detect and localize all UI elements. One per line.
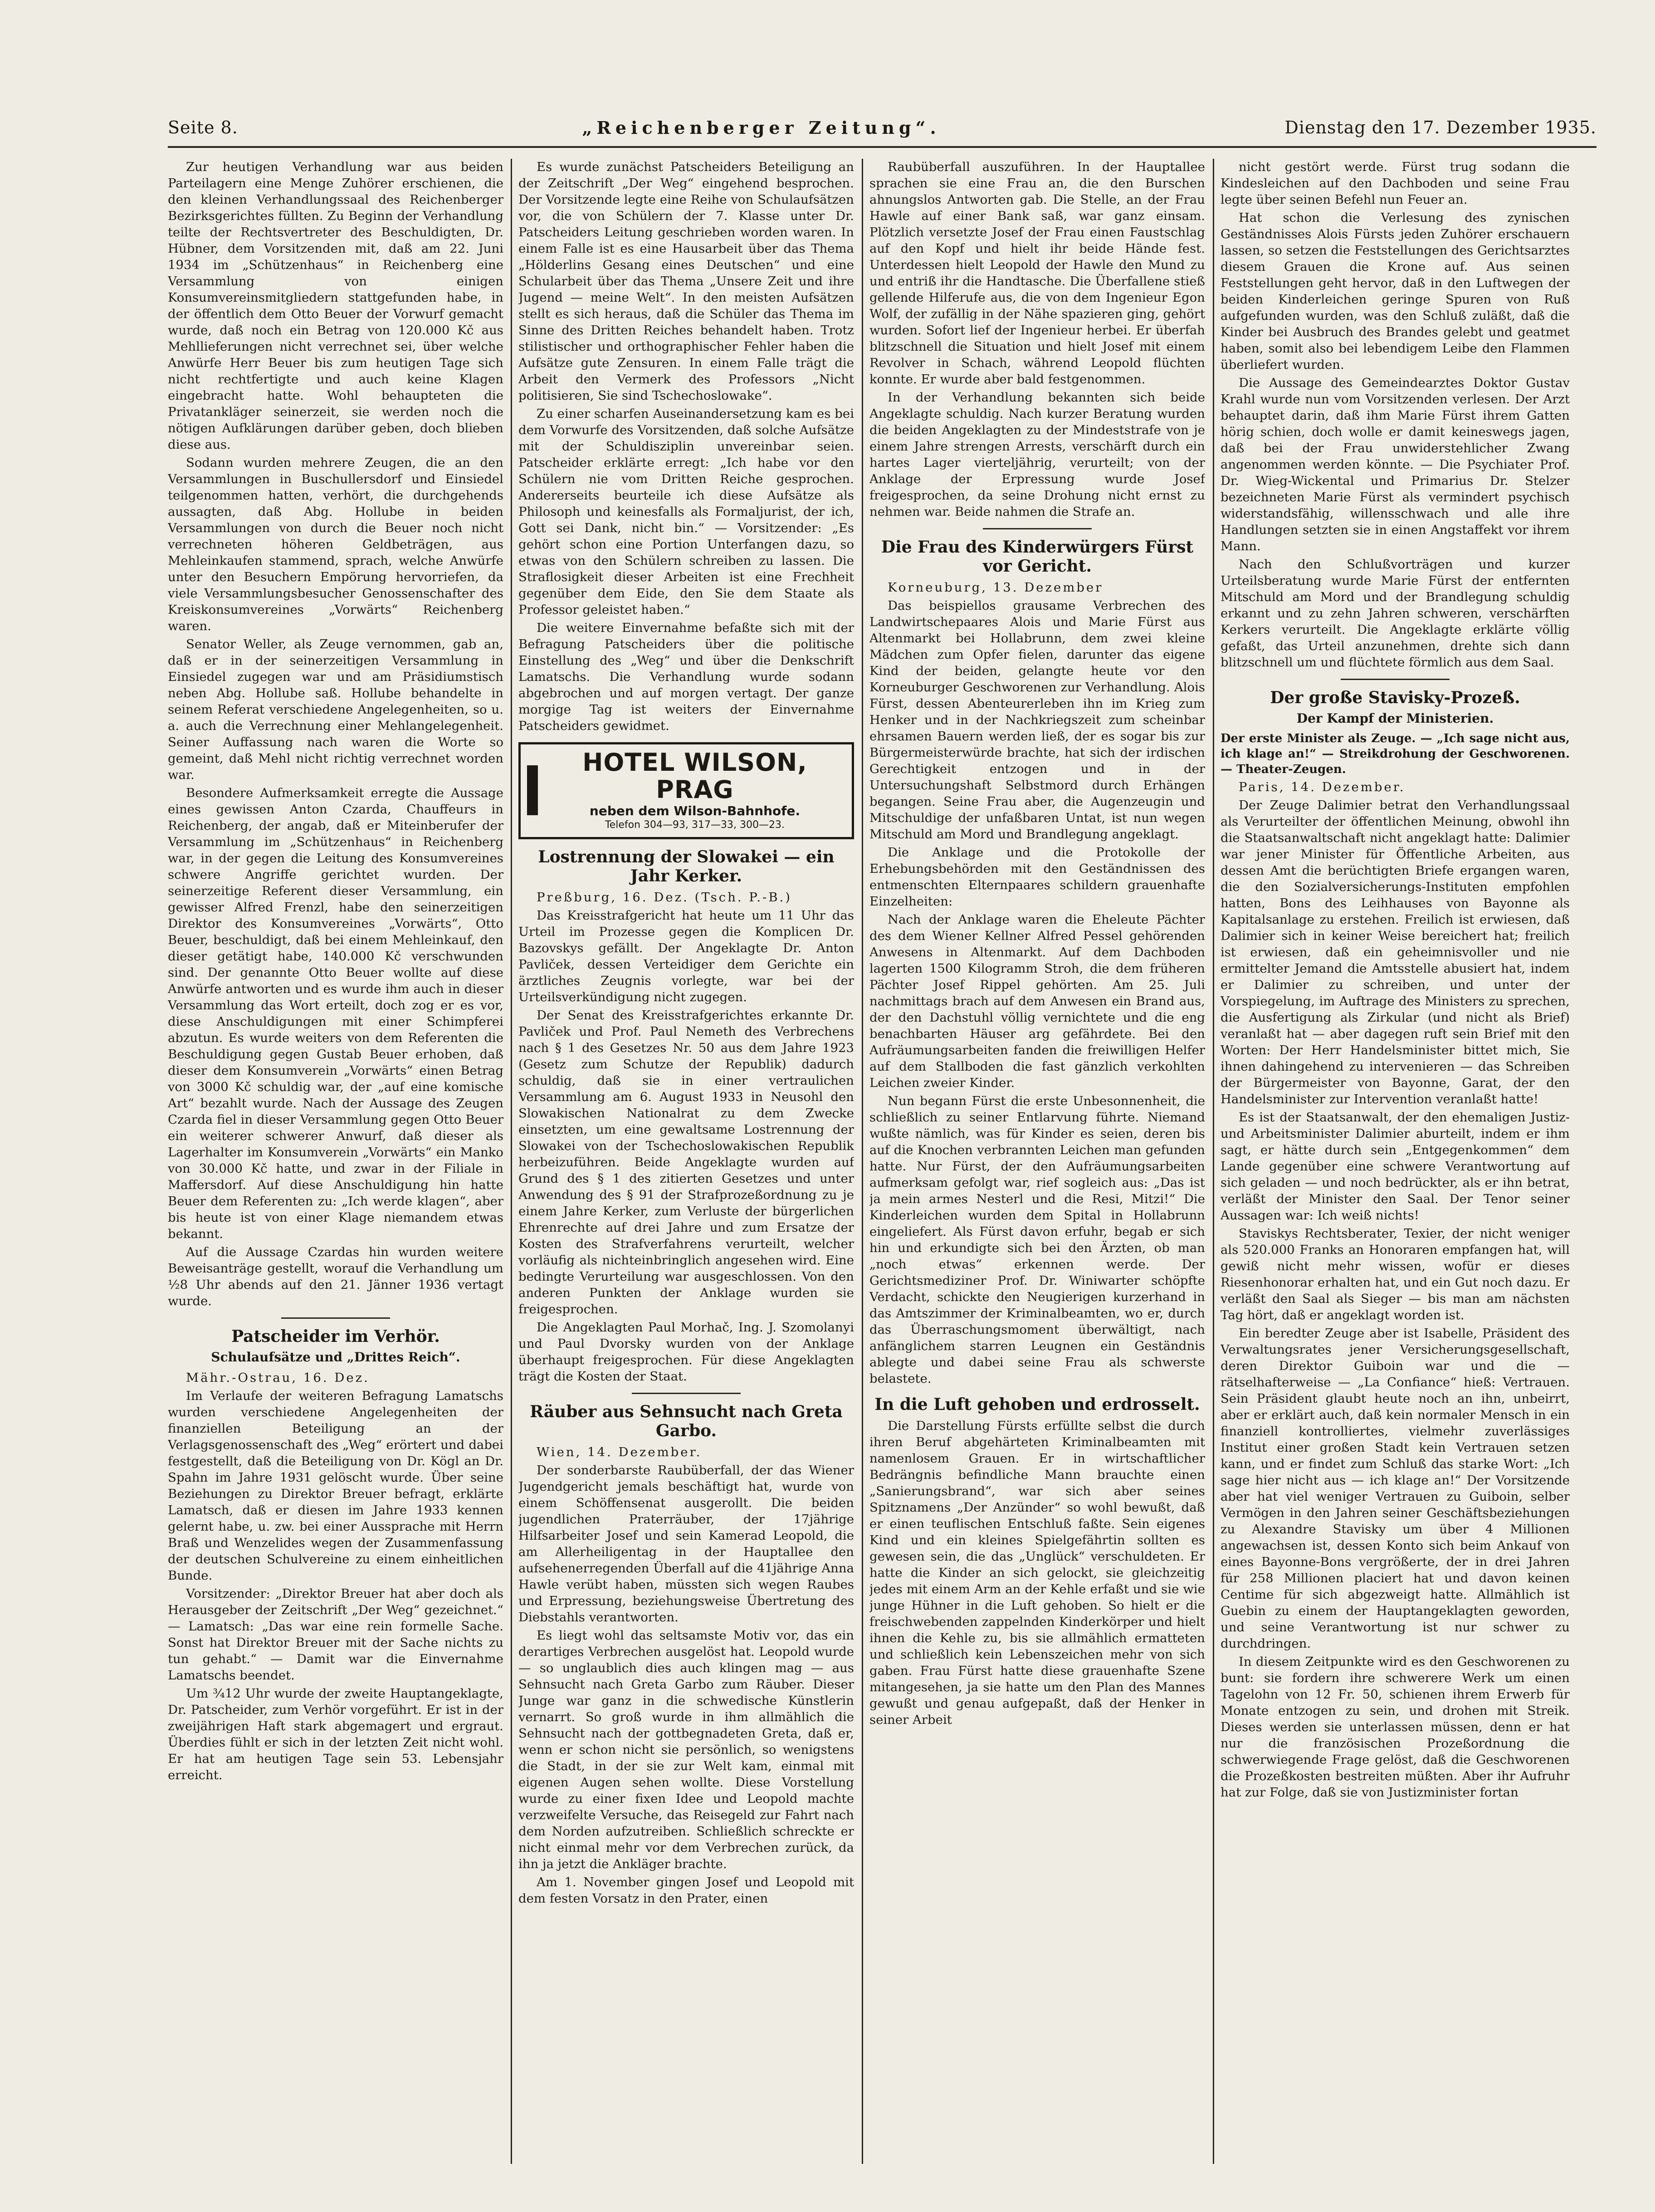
newspaper-title: „Reichenberger Zeitung“. [582, 117, 941, 138]
hotel-advertisement [518, 742, 854, 839]
paragraph: Auf die Aussage Czardas hin wurden weitere Beweisanträge gestellt, worauf die Verhandlung um ½8 Uhr abends auf den 21. Jänner 1936 vertagt wurde. [168, 1245, 503, 1308]
paragraph: Am 1. November gingen Josef und Leopold mit dem festen Vorsatz in den Prater, einen [518, 1875, 854, 1906]
paragraph: Der Zeuge Dalimier betrat den Verhandlungssaal als Verurteilter der öffentlichen Meinung, obwohl ihn die Staatsanwaltschaft nicht angeklagt hatte: Dalimier war jener Minister für Öffentliche Arbeiten, aus dessen Amt die berüchtigten Briefe ergangen waren, die den Sozialversicherungs-Instituten empfohlen hatten, Bons des Leihhauses von Bayonne als Kapitalsanlage zu erstehen. Freilich ist erwiesen, daß Dalimier sich in keiner Weise bereichert hat; freilich ist erwiesen, daß ein geheimnisvoller und nie ermittelter Jemand die Amtsstelle abusiert hat, indem er Dalimier zu schreiben, und unter der Vorspiegelung, im Auftrage des Ministers zu sprechen, die Ausfertigung als Zirkular (und nicht als Brief) veranlaßt hat — aber dagegen ruft sein Brief mit den Worten: Der Herr Handelsminister bittet mich, Sie ihnen dahingehend zu intervenieren — das Schreiben der Bürgermeister von Bayonne, Garat, der den Handelsminister zur Intervention veranlaßt hatte! [1221, 798, 1570, 1106]
paragraph: Senator Weller, als Zeuge vernommen, gab an, daß er in der seinerzeitigen Versammlung in Einsiedel zugegen war und am Präsidiumstisch neben Abg. Hollube saß. Hollube behandelte in seinem Referat verschiedene Angelegenheiten, so u. a. auch die Verrechnung einer Mehlangelegenheit. Seiner Auffassung nach waren die Worte so gemeint, daß Mehl nicht richtig verrechnet worden war. [168, 637, 503, 782]
page-number: Seite 8. [168, 117, 238, 137]
article-separator [632, 1393, 741, 1394]
article-subheadline: Der Kampf der Ministerien. [1296, 711, 1494, 726]
paragraph: Der sonderbarste Raubüberfall, der das Wiener Jugendgericht jemals beschäftigt hat, wurde von einem Schöffensenat ausgerollt. Die beiden jugendlichen Praterräuber, der 17jährige Hilfsarbeiter Josef und sein Kamerad Leopold, die am Allerheiligentag in der Hauptallee den aufsehenerregenden Überfall auf die 41jährige Anna Hawle verübt haben, müssten sich wegen Raubes und Erpressung, beziehungsweise Übertretung des Diebstahls verantworten. [518, 1463, 854, 1625]
paragraph: Sodann wurden mehrere Zeugen, die an den Versammlungen in Buschullersdorf und Einsiedel teilgenommen hatten, verhört, die durchgehends aussagten, daß Abg. Hollube in beiden Versammlungen von durch die Beuer noch nicht verrechneten höheren Geldbeträgen, aus Mehleinkaufen stammend, sprach, welche Anwürfe unter den Besuchern Empörung hervorriefen, da viele Versammlungsbesucher Genossenschafter des Kreiskonsumvereines „Vorwärts“ Reichenberg waren. [168, 455, 503, 633]
paragraph: Um ¾12 Uhr wurde der zweite Hauptangeklagte, Dr. Patscheider, zum Verhör vorgeführt. Er ist in der zweijährigen Haft stark abgemagert und ergraut. Überdies fühlt er sich in der letzten Zeit nicht wohl. Er hat am heutigen Tage sein 53. Lebensjahr erreicht. [168, 1686, 503, 1782]
ad-subtitle: neben dem Wilson-Bahnhofe. [589, 803, 801, 818]
paragraph: Zur heutigen Verhandlung war aus beiden Parteilagern eine Menge Zuhörer erschienen, die den kleinen Verhandlungssaal des Reichenberger Bezirksgerichtes füllten. Zu Beginn der Verhandlung teilte der Rechtsvertreter des Beschuldigten, Dr. Hübner, dem Vorsitzenden mit, daß am 22. Juni 1934 im „Schützenhaus“ in Reichenberg eine Versammlung von einigen Konsumvereinsmitgliedern stattgefunden habe, in der öffentlich dem Otto Beuer der Vorwurf gemacht wurde, daß noch ein Betrag von 120.000 Kč aus Mehllieferungen nicht verrechnet sei, über welche Anwürfe Herr Beuer bis zum heutigen Tage sich nicht rechtfertigte und auch keine Klagen eingebracht hatte. Wohl behaupteten die Privatankläger seinerzeit, sie werden noch die nötigen Aufklärungen darüber geben, doch blieben diese aus. [168, 160, 503, 452]
paragraph: Nun begann Fürst die erste Unbesonnenheit, die schließlich zu seiner Entlarvung führte. Niemand wußte nämlich, was für Kinder es seien, deren bis auf die Knochen verbrannten Leichen man gefunden hatte. Nur Fürst, der den Aufräumungsarbeiten aufmerksam gefolgt war, rief sogleich aus: „Das ist ja mein armes Nesterl und die Resi, Mitzi!“ Die Kinderleichen wurden dem Spital in Hollabrunn eingeliefert. Als Fürst davon erfuhr, begab er sich hin und erkundigte sich bei den Ärzten, ob man „noch etwas“ erkennen werde. Der Gerichtsmediziner Prof. Dr. Winiwarter schöpfte Verdacht, schickte den Neugierigen kurzerhand in das Amtszimmer der Kriminalbeamten, wo er, durch das Überraschungsmoment überwältigt, nach anfänglichem starren Leugnen ein Geständnis ablegte und dabei seine Frau als schwerste belastete. [869, 1094, 1205, 1386]
paragraph: Vorsitzender: „Direktor Breuer hat aber doch als Herausgeber der Zeitschrift „Der Weg“ gezeichnet.“ — Lamatsch: „Das war eine rein formelle Sache. Sonst hat Direktor Breuer mit der Sache nichts zu tun gehabt.“ — Damit war die Einvernahme Lamatschs beendet. [168, 1586, 503, 1683]
article-headline: Die Frau des Kinderwürgers Fürst vor Gericht. [881, 538, 1194, 576]
paragraph: Es wurde zunächst Patscheiders Beteiligung an der Zeitschrift „Der Weg“ eingehend besprochen. Der Vorsitzende legte eine Reihe von Schulaufsätzen vor, die von Schülern der 7. Klasse unter Dr. Patscheiders Leitung geschrieben worden waren. In einem Falle ist es eine Hausarbeit über das Thema „Hölderlins Gesang eines Deutschen“ und eine Schularbeit über das Thema „Unsere Zeit und ihre Jugend — meine Welt“. In den meisten Aufsätzen stellt es sich heraus, daß die Schüler das Thema im Sinne des Dritten Reiches behandelt haben. Trotz stilistischer und orthographischer Fehler haben die Aufsätze gute Zensuren. In einem Falle trägt die Arbeit den Vermerk des Professors „Nicht politisieren, Sie sind Tschechoslowake“. [518, 160, 854, 403]
paragraph: Im Verlaufe der weiteren Befragung Lamatschs wurden verschiedene Angelegenheiten der finanziellen Beteiligung an der Verlagsgenossenschaft des „Weg“ erörtert und dabei festgestellt, daß die Beteiligung von Dr. Kögl an Dr. Spahn im Jahre 1931 gelöscht wurde. Über seine Beziehungen zu Direktor Breuer befragt, erklärte Lamatsch, daß er diesen im Jahre 1933 kennen gelernt habe, u. zw. bei einer Aussprache mit Herrn Braß und Wenzelides wegen der Zusammenfassung der deutschen Schulvereine zu einem einheitlichen Bunde. [168, 1389, 503, 1583]
article-subheadline: Schulaufsätze und „Drittes Reich“. [211, 1350, 460, 1365]
issue-date: Dienstag den 17. Dezember 1935. [1284, 117, 1596, 137]
paragraph: In der Verhandlung bekannten sich beide Angeklagte schuldig. Nach kurzer Beratung wurden die beiden Angeklagten zu der Mindeststrafe von je einem Jahre strengen Arrests, verschärft durch ein hartes Lager vierteljährig, verurteilt; von der Anklage der Erpressung wurde Josef freigesprochen, da seine Drohung nicht ernst zu nehmen war. Beide nahmen die Strafe an. [869, 390, 1205, 519]
column-3 [869, 159, 1205, 2164]
article-headline: Räuber aus Sehnsucht nach Greta Garbo. [530, 1402, 843, 1440]
ad-title: HOTEL WILSON, PRAG [582, 748, 807, 804]
article-headline: Lostrennung der Slowakei — ein Jahr Kerker. [538, 847, 835, 886]
dateline: Wien, 14. Dezember. [537, 1445, 702, 1459]
column-2 [518, 159, 854, 2164]
dateline: Korneuburg, 13. Dezember [888, 580, 1103, 595]
paragraph: Es liegt wohl das seltsamste Motiv vor, das ein derartiges Verbrechen ausgelöst hat. Leopold wurde — so unglaublich dies auch klingen mag — aus Sehnsucht nach Greta Garbo zum Räuber. Dieser Junge war ganz in die schwedische Künstlerin vernarrt. So groß wurde in ihm allmählich die Sehnsucht nach der gottbegnadeten Greta, daß er, wenn er schon nicht sie persönlich, so wenigstens die Stadt, in der sie zur Welt kam, einmal mit eigenen Augen sehen wollte. Diese Vorstellung wurde zu einer fixen Idee und Leopold machte verzweifelte Versuche, das Reisegeld zur Fahrt nach dem Norden aufzutreiben. Schließlich schreckte er nicht einmal mehr vor dem Verbrechen zurück, da ihn ja jetzt die Ankläger brachte. [518, 1628, 854, 1871]
paragraph: Zu einer scharfen Auseinandersetzung kam es bei dem Vorwurfe des Vorsitzenden, daß solche Aufsätze mit der Schuldisziplin unvereinbar seien. Patscheider erklärte erregt: „Ich habe vor den Schülern nie vom Dritten Reiche gesprochen. Andererseits beurteile ich diese Aufsätze als Philosoph und keinesfalls als Formaljurist, der ich, Gott sei Dank, nicht bin.“ — Vorsitzender: „Es gehört schon eine Portion Unterfangen dazu, so etwas von den Schülern schreiben zu lassen. Die Straflosigkeit dieser Arbeiten ist eine Frechheit gegenüber dem Eide, den Sie dem Staate als Professor geleistet haben.“ [518, 406, 854, 617]
paragraph: Die Angeklagten Paul Morhač, Ing. J. Szomolanyi und Paul Dvorsky wurden von der Anklage überhaupt freigesprochen. Für diese Angeklagten trägt die Kosten der Staat. [518, 1320, 854, 1384]
paragraph: Die Anklage und die Protokolle der Erhebungsbehörden mit den Geständnissen des entmenschten Elternpaares schildern grauenhafte Einzelheiten: [869, 845, 1205, 909]
article-headline: Der große Stavisky-Prozeß. [1270, 688, 1520, 707]
paragraph: Nach der Anklage waren die Eheleute Pächter des dem Wiener Kellner Alfred Pessel gehörenden Anwesens in Altenmarkt. Auf dem Dachboden lagerten 1500 Kilogramm Stroh, die dem früheren Pächter Josef Rippel gehörten. Am 25. Juli nachmittags brach auf dem Anwesen ein Brand aus, der den Dachstuhl völlig vernichtete und die eng benachbarten Häuser arg gefährdete. Bei den Aufräumungsarbeiten fanden die freiwilligen Helfer auf dem Stallboden die fast gänzlich verkohlten Leichen zweier Kinder. [869, 912, 1205, 1090]
article-separator [983, 528, 1092, 529]
paragraph: Das Kreisstrafgericht hat heute um 11 Uhr das Urteil im Prozesse gegen die Komplicen Dr. Bazovskys gefällt. Der Angeklagte Dr. Anton Pavliček, dessen Verteidiger dem Gerichte ein ärztliches Zeugnis vorlegte, war bei der Urteilsverkündigung nicht zugegen. [518, 908, 854, 1004]
article-headline: Patscheider im Verhör. [231, 1327, 440, 1346]
header-rule [168, 146, 1596, 148]
paragraph: Die weitere Einvernahme befaßte sich mit der Befragung Patscheiders über die politische Einstellung des „Weg“ und über die Denkschrift Lamatschs. Die Verhandlung wurde sodann abgebrochen und auf morgen vertagt. Der ganze morgige Tag ist weiters der Einvernahme Patscheiders gewidmet. [518, 621, 854, 733]
dateline: Mähr.-Ostrau, 16. Dez. [186, 1370, 370, 1385]
article-separator [1341, 679, 1450, 680]
page-header [168, 113, 1596, 142]
article-teaser: Der erste Minister als Zeuge. — „Ich sage nicht aus, ich klage an!“ — Streikdrohung der Geschworenen. — Theater-Zeugen. [1221, 732, 1570, 776]
paragraph: Das beispiellos grausame Verbrechen des Landwirtschepaares Alois und Marie Fürst aus Altenmarkt bei Hollabrunn, dem zwei kleine Mädchen zum Opfer fielen, darunter das eigene Kind der beiden, gelangte heute vor den Korneuburger Geschworenen zur Verhandlung. Alois Fürst, dessen Abenteurerleben ihn im Krieg zum Henker und in der Nachkriegszeit zum scheinbar ehrsamen Bauern werden ließ, der es sogar bis zur Bürgermeisterwürde brachte, hat sich der irdischen Gerechtigkeit entzogen und in der Untersuchungshaft Selbstmord durch Erhängen begangen. Seine Frau aber, die Augenzeugin und Mitschuldige der unfaßbaren Untat, ist nun wegen Mitschuld am Mord und Brandlegung angeklagt. [869, 598, 1205, 842]
ad-body [544, 749, 845, 832]
dateline: Paris, 14. Dezember. [1239, 780, 1406, 794]
article-separator [281, 1317, 390, 1319]
ad-phone: Telefon 304—93, 317—33, 300—23. [605, 819, 785, 831]
paragraph: nicht gestört werde. Fürst trug sodann die Kindesleichen auf den Dachboden und seine Frau legte über seinen Befehl nun Feuer an. [1221, 160, 1570, 207]
column-1 [168, 159, 503, 2164]
paragraph: Es ist der Staatsanwalt, der den ehemaligen Justiz- und Arbeitsminister Dalimier aburteilt, indem er ihm sagt, er hätte durch sein „Entgegenkommen“ dem Lande gegenüber eine schwere Verantwortung auf sich geladen — und noch bedrückter, als er ihn betrat, verläßt der Minister den Saal. Der Tenor seiner Aussagen war: Ich weiß nichts! [1221, 1110, 1570, 1223]
column-rule [1213, 159, 1214, 2164]
column-rule [511, 159, 512, 2164]
paragraph: Die Aussage des Gemeindearztes Doktor Gustav Krahl wurde nun vom Vorsitzenden verlesen. Der Arzt behauptet darin, daß ihm Marie Fürst ihrem Gatten hörig schien, doch wolle er damit keineswegs jagen, daß bei der Frau unwiderstehlicher Zwang angenommen werden könnte. — Die Psychiater Prof. Dr. Wieg-Wickental und Primarius Dr. Stelzer bezeichneten Marie Fürst als vermindert psychisch widerstandsfähig, willensschwach und alle ihre Handlungen setzten sie in einen Angstaffekt vor ihrem Mann. [1221, 376, 1570, 553]
paragraph: Hat schon die Verlesung des zynischen Geständnisses Alois Fürsts jeden Zuhörer erschauern lassen, so setzen die Feststellungen des Gerichtsarztes diesem Grauen die Krone auf. Aus seinen Feststellungen geht hervor, daß in den Luftwegen der beiden Kinderleichen geringe Spuren von Ruß aufgefunden wurden, was den Schluß zuläßt, daß die Kinder bei Ausbruch des Brandes gelebt und geatmet haben, somit also bei lebendigem Leibe den Flammen überliefert wurden. [1221, 210, 1570, 372]
paragraph: Ein beredter Zeuge aber ist Isabelle, Präsident des Verwaltungsrates jener Versicherungsgesellschaft, deren Direktor Guiboin war und die — rätselhafterweise — „La Confiance“ hieß: Vertrauen. Sein Präsident glaubt heute noch an ihn, unbeirrt, aber er erklärt auch, daß kein normaler Mensch in ein finanziell kontrolliertes, vielmehr zuverlässiges Institut einer großen Stadt kein Vertrauen setzen kann, und er findet zum Schluß das starke Wort: „Ich sage hier nicht aus — ich klage an!“ Der Vorsitzende aber hat viel weniger Vertrauen zu Guiboin, selber Vermögen in den Jahren seiner Geschäftsbeziehungen zu Alexandre Stavisky um über 4 Millionen angewachsen ist, dessen Konto sich beim Ankauf von eines Bayonne-Bons vergrößerte, der in drei Jahren für 258 Millionen placiert hat und davon keinen Centime für sich abgezweigt hatte. Allmählich ist Guebin zu einem der Hauptangeklagten geworden, und seine Verantwortung ist nur schwer zu durchdringen. [1221, 1326, 1570, 1651]
paragraph: In diesem Zeitpunkte wird es den Geschworenen zu bunt: sie fordern ihre schwerere Werk um einen Tagelohn von 12 Fr. 50, schienen ihrem Erwerb für Monate entzogen zu sein, und drohen mit Streik. Dieses werden sie unterlassen müssen, denn er hat nur die französischen Prozeßordnung die schwerwiegende Frage gelöst, daß die Geschworenen die Prozeßkosten bestreiten müßten. Aber ihr Aufruhr hat zur Folge, daß sie von Justizminister fortan [1221, 1654, 1570, 1800]
paragraph: Der Senat des Kreisstrafgerichtes erkannte Dr. Pavliček und Prof. Paul Nemeth des Verbrechens nach § 1 des Gesetzes Nr. 50 aus dem Jahre 1923 (Gesetz zum Schutze der Republik) dadurch schuldig, daß sie in einer vertraulichen Versammlung am 6. August 1933 in Neusohl den Slowakischen Nationalrat zu dem Zwecke einsetzten, um eine gewaltsame Lostrennung der Slowakei von der Tschechoslowakischen Republik herbeizuführen. Beide Angeklagte wurden auf Grund des § 1 des zitierten Gesetzes und unter Anwendung des § 91 der Strafprozeßordnung zu je einem Jahre Kerker, zum Verluste der bürgerlichen Ehrenrechte auf drei Jahre und zum Ersatze der Kosten des Strafverfahrens verurteilt, welcher vorläufig als nichteinbringlich angesehen wird. Eine bedingte Verurteilung war ausgeschlossen. Von den anderen Punkten der Anklage wurden sie freigesprochen. [518, 1008, 854, 1316]
paragraph: Nach den Schlußvorträgen und kurzer Urteilsberatung wurde Marie Fürst der entfernten Mitschuld am Mord und der Brandlegung schuldig erkannt und zu zehn Jahren schweren, verschärften Kerkers verurteilt. Die Angeklagte erklärte völlig gefaßt, das Urteil anzunehmen, drehte sich dann blitzschnell um und flüchtete förmlich aus dem Saal. [1221, 557, 1570, 670]
column-4 [1221, 159, 1570, 2164]
paragraph: Besondere Aufmerksamkeit erregte die Aussage eines gewissen Anton Czarda, Chauffeurs in Reichenberg, der angab, daß er Miteinberufer der Versammlung im „Schützenhaus“ in Reichenberg war, in der gegen die Leitung des Konsumvereines schwere Angriffe gerichtet wurden. Der seinerzeitige Referent dieser Versammlung, ein gewisser Alfred Frenzl, habe den seinerzeitigen Direktor des Konsumvereines „Vorwärts“, Otto Beuer, beschuldigt, daß bei einem Mehleinkauf, den dieser getätigt habe, 140.000 Kč verschwunden sind. Der genannte Otto Beuer wollte auf diese Anwürfe antworten und es wurde ihm auch in dieser Versammlung das Wort erteilt, doch zog er es vor, diese Anschuldigungen mit einer Schimpferei abzutun. Es wurde weiters von dem Referenten die Beschuldigung gegen Gustab Beuer erhoben, daß dieser dem Konsumverein „Vorwärts“ einen Betrag von 3000 Kč schuldig war, der „auf eine komische Art“ bezahlt wurde. Nach der Aussage des Zeugen Czarda fiel in dieser Versammlung gegen Otto Beuer ein weiterer schwerer Anwurf, daß dieser als Lagerhalter im Konsumverein „Vorwärts“ ein Manko von 30.000 Kč hatte, und zwar in der Filiale in Maffersdorf. Auf diese Anschuldigung hin hatte Beuer dem Referenten zu: „Ich werde klagen“, aber bis heute ist von einer Klage niemandem etwas bekannt. [168, 786, 503, 1241]
paragraph: Die Darstellung Fürsts erfüllte selbst die durch ihren Beruf abgehärteten Kriminalbeamten mit namenlosem Grauen. Er in wirtschaftlicher Bedrängnis befindliche Mann brauchte einen „Sanierungsbrand“, war sich aber seines Spitznamens „Der Anzünder“ so wohl bewußt, daß er einen teuflischen Entschluß faßte. Sein eigenes Kind und ein kleines Spielgefährtin sollten es gewesen sein, die das „Unglück“ verschuldeten. Er hatte die Kinder an sich gelockt, sie gleichzeitig jedes mit einem Arm an der Kehle erfaßt und sie wie junge Hühner in die Luft gehoben. So hielt er die freischwebenden zappelnden Kinderkörper und hielt ihnen die Kehle zu, bis sie allmählich ermatteten und schließlich kein Lebenszeichen mehr von sich gaben. Frau Fürst hatte diese grauenhafte Szene mitangesehen, ja sie hatte um den Plan des Mannes gewußt und genau aufgepaßt, daß der Henker in seiner Arbeit [869, 1419, 1205, 1727]
paragraph: Staviskys Rechtsberater, Texier, der nicht weniger als 520.000 Franks an Honoraren empfangen hat, will gewiß nicht mehr wissen, wofür er dieses Riesenhonorar erhalten hat, und ein Gut noch dazu. Er verläßt den Saal als Sieger — bis man am nächsten Tag hört, daß er angeklagt worden ist. [1221, 1226, 1570, 1322]
column-rule [862, 159, 863, 2164]
dateline: Preßburg, 16. Dez. (Tsch. P.-B.) [537, 890, 792, 905]
paragraph: Raubüberfall auszuführen. In der Hauptallee sprachen sie eine Frau an, die den Burschen ahnungslos Antworten gab. Die Stelle, an der Frau Hawle auf einer Bank saß, war ganz einsam. Plötzlich versetzte Josef der Frau einen Faustschlag auf den Kopf und hielt ihr beide Hände fest. Unterdessen hielt Leopold der Hawle den Mund zu und entriß ihr die Handtasche. Die Überfallene stieß gellende Hilferufe aus, die von dem Ingenieur Egon Wolf, der zufällig in der Nähe spazieren ging, gehört wurden. Sofort lief der Ingenieur herbei. Er überfah blitzschnell die Situation und hielt Josef mit einem Revolver in Schach, während Leopold flüchten konnte. Er wurde aber bald festgenommen. [869, 160, 1205, 387]
article-headline: In die Luft gehoben und erdrosselt. [874, 1395, 1200, 1414]
ad-bar-graphic [527, 765, 538, 815]
